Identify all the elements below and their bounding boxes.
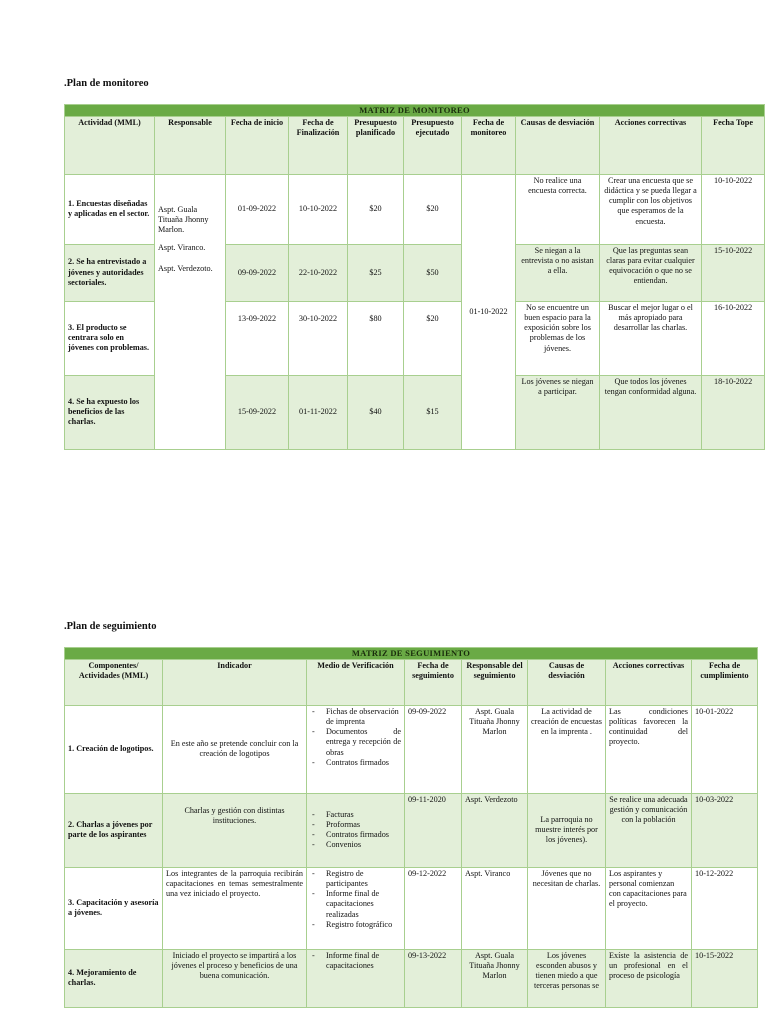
component-cell: 1. Creación de logotipos. [65,705,163,793]
deadline-cell: 10-10-2022 [702,174,765,244]
completion-date-cell: 10-03-2022 [692,793,758,867]
verification-item: - Informe final de capacitaciones realizadas [310,889,401,920]
followup-date-cell: 09-13-2022 [405,949,462,1007]
start-date-cell: 13-09-2022 [226,301,289,375]
corrective-action-cell: Las condiciones políticas favorecen la continuidad del proyecto. [606,705,692,793]
corrective-action-cell: Crear una encuesta que se didáctica y se pueda llegar a cumplir con los objetivos que esperamos de la encuesta. [600,174,702,244]
responsable-name: Aspt. Verdezoto. [158,263,213,273]
deviation-cause-cell: La parroquia no muestre interés por los jóvenes). [528,793,606,867]
table-row [65,705,758,793]
monitoring-date-cell: 01-10-2022 [462,174,516,449]
indicator-cell: Los integrantes de la parroquia recibirán capacitaciones en temas semestralmente una vez iniciado el proyecto. [163,867,307,949]
activity-cell: 1. Encuestas diseñadas y aplicadas en el sector. [65,174,155,244]
completion-date-cell: 10-15-2022 [692,949,758,1007]
corrective-action-cell: Exíste la asistencia de un profesional en el proceso de psicología [606,949,692,1007]
corrective-action-cell: Que las preguntas sean claras para evitar cualquier equivocación o que no se entiendan. [600,244,702,301]
monitoring-plan-heading: .Plan de monitoreo [64,78,149,89]
executed-budget-cell: $15 [404,375,462,449]
verification-cell [307,705,405,793]
indicator-cell: Iniciado el proyecto se impartirá a los jóvenes el proceso y beneficios de una buena comunicación. [163,949,307,1007]
start-date-cell: 09-09-2022 [226,244,289,301]
end-date-cell: 10-10-2022 [289,174,348,244]
deviation-cause-cell: Se niegan a la entrevista o no asistan a ella. [516,244,600,301]
followup-matrix-title: MATRIZ DE SEGUIMIENTO [65,648,758,660]
start-date-cell: 15-09-2022 [226,375,289,449]
component-cell: 4. Mejoramiento de charlas. [65,949,163,1007]
verification-cell [307,867,405,949]
deviation-cause-cell: Jóvenes que no necesitan de charlas. [528,867,606,949]
verification-item: - Contratos firmados [310,830,401,840]
col-header-fecha-cumplimiento: Fecha de cumplimiento [692,659,758,705]
col-header-responsable: Responsable [155,116,226,174]
activity-cell: 4. Se ha expuesto los beneficios de las charlas. [65,375,155,449]
deadline-cell: 18-10-2022 [702,375,765,449]
followup-responsible-cell: Aspt. Guala Tituaña Jhonny Marlon [462,949,528,1007]
completion-date-cell: 10-12-2022 [692,867,758,949]
verification-item: - Convenios [310,840,401,850]
start-date-cell: 01-09-2022 [226,174,289,244]
deviation-cause-cell: La actividad de creación de encuestas en la imprenta . [528,705,606,793]
executed-budget-cell: $20 [404,174,462,244]
followup-date-cell: 09-12-2022 [405,867,462,949]
deviation-cause-cell: Los jóvenes se niegan a participar. [516,375,600,449]
corrective-action-cell: Los aspirantes y personal comienzan con capacitaciones para el proyecto. [606,867,692,949]
executed-budget-cell: $20 [404,301,462,375]
completion-date-cell: 10-01-2022 [692,705,758,793]
activity-cell: 3. El producto se centrara solo en jóvenes con problemas. [65,301,155,375]
component-cell: 3. Capacitación y asesoría a jóvenes. [65,867,163,949]
col-header-acciones: Acciones correctivas [606,659,692,705]
col-header-acciones: Acciones correctivas [600,116,702,174]
followup-responsible-cell: Aspt. Verdezoto [462,793,528,867]
responsable-cell [155,174,226,449]
verification-item: - Registro de participantes [310,869,401,890]
followup-responsible-cell: Aspt. Viranco [462,867,528,949]
col-header-componentes: Componentes/ Actividades (MML) [65,659,163,705]
planned-budget-cell: $40 [348,375,404,449]
indicator-cell: En este año se pretende concluir con la creación de logotipos [163,705,307,793]
planned-budget-cell: $25 [348,244,404,301]
deadline-cell: 16-10-2022 [702,301,765,375]
table-row [65,949,758,1007]
col-header-fecha-inicio: Fecha de inicio [226,116,289,174]
corrective-action-cell: Buscar el mejor lugar o el más apropiado para desarrollar las charlas. [600,301,702,375]
col-header-causas: Causas de desviación [516,116,600,174]
col-header-fecha-tope: Fecha Tope [702,116,765,174]
executed-budget-cell: $50 [404,244,462,301]
deadline-cell: 15-10-2022 [702,244,765,301]
responsable-name: Aspt. Guala Tituaña Jhonny Marlon. [158,204,209,235]
col-header-indicador: Indicador [163,659,307,705]
followup-matrix [64,647,758,1008]
deviation-cause-cell: Los jóvenes esconden abusos y tienen miedo a que terceras personas se [528,949,606,1007]
end-date-cell: 22-10-2022 [289,244,348,301]
col-header-causas: Causas de desviación [528,659,606,705]
verification-item: - Facturas [310,810,401,820]
deviation-cause-cell: No realice una encuesta correcta. [516,174,600,244]
end-date-cell: 30-10-2022 [289,301,348,375]
indicator-cell: Charlas y gestión con distintas instituciones. [163,793,307,867]
responsable-name: Aspt. Viranco. [158,243,206,253]
followup-date-cell: 09-09-2022 [405,705,462,793]
col-header-presupuesto-planificado: Presupuesto planificado [348,116,404,174]
table-row [65,793,758,867]
corrective-action-cell: Se realice una adecuada gestión y comunicación con la población [606,793,692,867]
verification-cell [307,793,405,867]
followup-date-cell: 09-11-2020 [405,793,462,867]
verification-cell [307,949,405,1007]
followup-responsible-cell: Aspt. Guala Tituaña Jhonny Marlon [462,705,528,793]
planned-budget-cell: $20 [348,174,404,244]
corrective-action-cell: Que todos los jóvenes tengan conformidad alguna. [600,375,702,449]
col-header-responsable-seguimiento: Responsable del seguimiento [462,659,528,705]
activity-cell: 2. Se ha entrevistado a jóvenes y autoridades sectoriales. [65,244,155,301]
verification-item: - Proformas [310,820,401,830]
verification-item: - Fichas de observación de imprenta [310,707,401,728]
component-cell: 2. Charlas a jóvenes por parte de los aspirantes [65,793,163,867]
deviation-cause-cell: No se encuentre un buen espacio para la exposición sobre los problemas de los jóvenes. [516,301,600,375]
col-header-medio-verificacion: Medio de Verificación [307,659,405,705]
end-date-cell: 01-11-2022 [289,375,348,449]
planned-budget-cell: $80 [348,301,404,375]
followup-plan-heading: .Plan de seguimiento [64,621,157,632]
table-row [65,867,758,949]
col-header-fecha-seguimiento: Fecha de seguimiento [405,659,462,705]
col-header-fecha-monitoreo: Fecha de monitoreo [462,116,516,174]
verification-item: - Registro fotográfico [310,920,401,930]
verification-item: - Contratos firmados [310,758,401,768]
col-header-actividad: Actividad (MML) [65,116,155,174]
verification-item: - Informe final de capacitaciones [310,951,401,972]
monitoring-matrix-title: MATRIZ DE MONITOREO [65,105,765,117]
col-header-fecha-finalizacion: Fecha de Finalización [289,116,348,174]
col-header-presupuesto-ejecutado: Presupuesto ejecutado [404,116,462,174]
table-row [65,174,765,244]
monitoring-matrix [64,104,765,450]
verification-item: - Documentos de entrega y recepción de obras [310,727,401,758]
